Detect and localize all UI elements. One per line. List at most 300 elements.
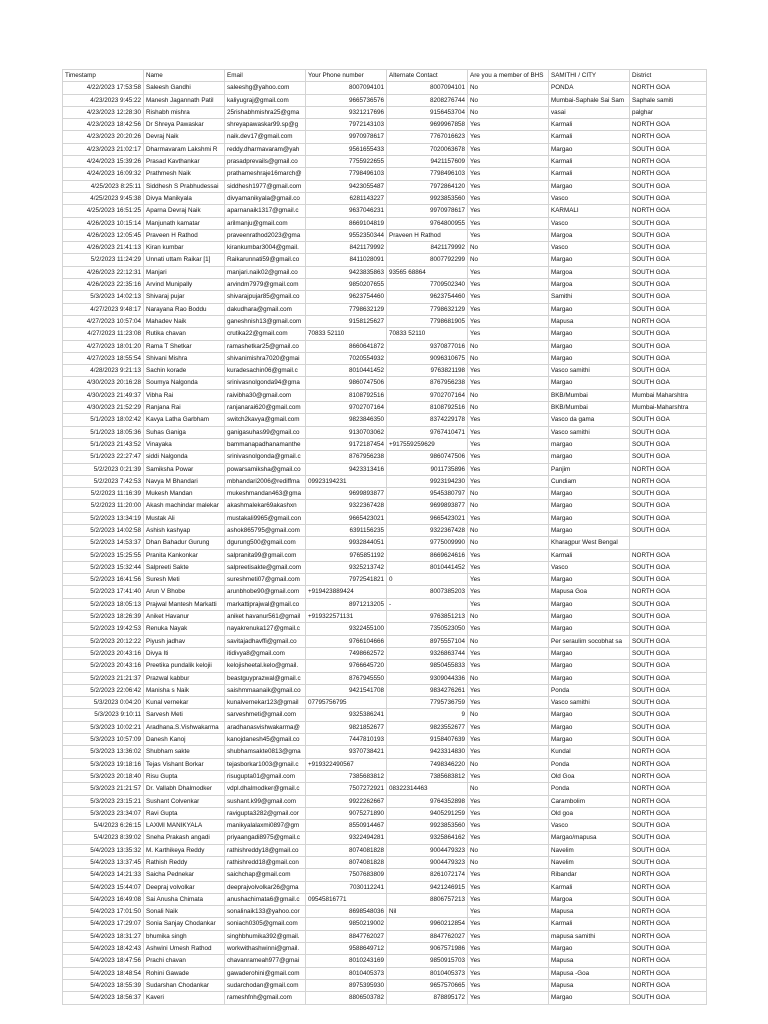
city-cell[interactable]: Margao: [549, 143, 630, 155]
city-cell[interactable]: margao: [549, 438, 630, 450]
city-cell[interactable]: Vasco samithi: [549, 426, 630, 438]
phone-cell[interactable]: 8975395930: [306, 979, 387, 991]
name-cell[interactable]: Aparna Devraj Naik: [144, 205, 225, 217]
email-cell[interactable]: srinivasnolgonda94@gma: [225, 377, 306, 389]
timestamp-cell[interactable]: 5/1/2023 18:02:42: [63, 414, 144, 426]
alt-contact-cell[interactable]: 8108792516: [387, 402, 468, 414]
email-cell[interactable]: powarsamiksha@gmail.co: [225, 463, 306, 475]
member-cell[interactable]: Yes: [468, 561, 549, 573]
alt-contact-cell[interactable]: 7767016623: [387, 131, 468, 143]
alt-contact-cell[interactable]: 7798496103: [387, 168, 468, 180]
alt-contact-cell[interactable]: 9322367428: [387, 524, 468, 536]
phone-cell[interactable]: 9321217696: [306, 106, 387, 118]
alt-contact-cell[interactable]: 9067571986: [387, 943, 468, 955]
name-cell[interactable]: Prathmesh Naik: [144, 168, 225, 180]
member-cell[interactable]: Yes: [468, 315, 549, 327]
phone-cell[interactable]: 8010441452: [306, 365, 387, 377]
timestamp-cell[interactable]: 5/2/2023 20:43:16: [63, 647, 144, 659]
email-cell[interactable]: savitajadhavffi@gmail.co: [225, 635, 306, 647]
name-cell[interactable]: Dr Shreya Pawaskar: [144, 119, 225, 131]
district-cell[interactable]: SOUTH GOA: [630, 438, 707, 450]
name-cell[interactable]: Sachin korade: [144, 365, 225, 377]
member-cell[interactable]: No: [468, 758, 549, 770]
email-cell[interactable]: ganigasuhas99@gmail.co: [225, 426, 306, 438]
district-cell[interactable]: SOUTH GOA: [630, 512, 707, 524]
timestamp-cell[interactable]: 5/2/2023 0:21:39: [63, 463, 144, 475]
email-cell[interactable]: itidivya8@gmail.com: [225, 647, 306, 659]
member-cell[interactable]: No: [468, 94, 549, 106]
timestamp-cell[interactable]: 5/4/2023 18:48:54: [63, 967, 144, 979]
member-cell[interactable]: Yes: [468, 807, 549, 819]
alt-contact-cell[interactable]: 9860747506: [387, 451, 468, 463]
timestamp-cell[interactable]: 5/2/2023 20:43:16: [63, 660, 144, 672]
city-cell[interactable]: Karmali: [549, 168, 630, 180]
district-cell[interactable]: NORTH GOA: [630, 955, 707, 967]
member-cell[interactable]: Yes: [468, 192, 549, 204]
email-cell[interactable]: praveenrathod2023@gma: [225, 229, 306, 241]
name-cell[interactable]: Prajwal Mantesh Markatti: [144, 598, 225, 610]
city-cell[interactable]: Kharagpur West Bengal: [549, 537, 630, 549]
name-cell[interactable]: Narayana Rao Boddu: [144, 303, 225, 315]
city-cell[interactable]: Margao: [549, 611, 630, 623]
phone-cell[interactable]: 7755922655: [306, 156, 387, 168]
email-cell[interactable]: naik.dev17@gmail.com: [225, 131, 306, 143]
timestamp-cell[interactable]: 5/1/2023 18:05:36: [63, 426, 144, 438]
email-cell[interactable]: markattiprajwal@gmail.co: [225, 598, 306, 610]
timestamp-cell[interactable]: 5/4/2023 17:29:07: [63, 918, 144, 930]
member-cell[interactable]: No: [468, 611, 549, 623]
city-cell[interactable]: Per seraulim socobhat sa: [549, 635, 630, 647]
timestamp-cell[interactable]: 5/3/2023 10:57:09: [63, 734, 144, 746]
timestamp-cell[interactable]: 5/4/2023 15:44:07: [63, 881, 144, 893]
name-cell[interactable]: siddi Nalgonda: [144, 451, 225, 463]
city-cell[interactable]: vasai: [549, 106, 630, 118]
timestamp-cell[interactable]: 4/28/2023 9:21:13: [63, 365, 144, 377]
timestamp-cell[interactable]: 5/2/2023 21:21:37: [63, 672, 144, 684]
city-cell[interactable]: Margoa: [549, 266, 630, 278]
district-cell[interactable]: SOUTH GOA: [630, 635, 707, 647]
header-district[interactable]: District: [630, 70, 707, 82]
name-cell[interactable]: Ashwini Umesh Rathod: [144, 943, 225, 955]
member-cell[interactable]: Yes: [468, 684, 549, 696]
district-cell[interactable]: SOUTH GOA: [630, 254, 707, 266]
alt-contact-cell[interactable]: Praveen H Rathod: [387, 229, 468, 241]
member-cell[interactable]: Yes: [468, 992, 549, 1004]
name-cell[interactable]: Manjunath kamatar: [144, 217, 225, 229]
name-cell[interactable]: Dhan Bahadur Gurung: [144, 537, 225, 549]
alt-contact-cell[interactable]: 878895172: [387, 992, 468, 1004]
timestamp-cell[interactable]: 5/3/2023 20:18:40: [63, 770, 144, 782]
city-cell[interactable]: Margoa: [549, 279, 630, 291]
phone-cell[interactable]: 8108792516: [306, 389, 387, 401]
city-cell[interactable]: Old goa: [549, 807, 630, 819]
district-cell[interactable]: NORTH GOA: [630, 795, 707, 807]
district-cell[interactable]: SOUTH GOA: [630, 672, 707, 684]
member-cell[interactable]: No: [468, 254, 549, 266]
city-cell[interactable]: Panjim: [549, 463, 630, 475]
email-cell[interactable]: raivibha30@gmail.com: [225, 389, 306, 401]
timestamp-cell[interactable]: 5/3/2023 0:04:20: [63, 697, 144, 709]
email-cell[interactable]: vdpl.dhalmodker@gmail.c: [225, 783, 306, 795]
phone-cell[interactable]: 9765851192: [306, 549, 387, 561]
alt-contact-cell[interactable]: 9545380797: [387, 488, 468, 500]
email-cell[interactable]: anushachimata6@gmail.c: [225, 893, 306, 905]
email-cell[interactable]: chavanrameah977@gmai: [225, 955, 306, 967]
phone-cell[interactable]: 9172187454: [306, 438, 387, 450]
name-cell[interactable]: Ashish kashyap: [144, 524, 225, 536]
member-cell[interactable]: Yes: [468, 930, 549, 942]
district-cell[interactable]: palghar: [630, 106, 707, 118]
member-cell[interactable]: Yes: [468, 820, 549, 832]
city-cell[interactable]: Margao: [549, 660, 630, 672]
alt-contact-cell[interactable]: 9699967858: [387, 119, 468, 131]
name-cell[interactable]: Mustak Ali: [144, 512, 225, 524]
city-cell[interactable]: Vasco: [549, 820, 630, 832]
city-cell[interactable]: Margao: [549, 524, 630, 536]
city-cell[interactable]: Margao: [549, 488, 630, 500]
email-cell[interactable]: dgurung500@gmail.com: [225, 537, 306, 549]
email-cell[interactable]: crutika22@gmail.com: [225, 328, 306, 340]
district-cell[interactable]: NORTH GOA: [630, 783, 707, 795]
timestamp-cell[interactable]: 5/3/2023 13:36:02: [63, 746, 144, 758]
city-cell[interactable]: Carambolim: [549, 795, 630, 807]
phone-cell[interactable]: 7447810193: [306, 734, 387, 746]
phone-cell[interactable]: 9588649712: [306, 943, 387, 955]
timestamp-cell[interactable]: 5/3/2023 19:18:16: [63, 758, 144, 770]
phone-cell[interactable]: 9423313416: [306, 463, 387, 475]
email-cell[interactable]: prasadprevails@gmail.co: [225, 156, 306, 168]
timestamp-cell[interactable]: 5/2/2023 18:05:13: [63, 598, 144, 610]
city-cell[interactable]: Vasco: [549, 192, 630, 204]
header-email[interactable]: Email: [225, 70, 306, 82]
member-cell[interactable]: Yes: [468, 967, 549, 979]
email-cell[interactable]: ashok865795@gmail.com: [225, 524, 306, 536]
district-cell[interactable]: NORTH GOA: [630, 918, 707, 930]
timestamp-cell[interactable]: 4/23/2023 20:20:26: [63, 131, 144, 143]
phone-cell[interactable]: 8767956238: [306, 451, 387, 463]
email-cell[interactable]: gawaderohini@gmail.com: [225, 967, 306, 979]
phone-cell[interactable]: 8698548036: [306, 906, 387, 918]
email-cell[interactable]: shivanimishra7020@gmai: [225, 352, 306, 364]
timestamp-cell[interactable]: 5/4/2023 13:37:45: [63, 857, 144, 869]
district-cell[interactable]: SOUTH GOA: [630, 697, 707, 709]
email-cell[interactable]: dakudhara@gmail.com: [225, 303, 306, 315]
timestamp-cell[interactable]: 5/4/2023 6:26:15: [63, 820, 144, 832]
member-cell[interactable]: Yes: [468, 279, 549, 291]
district-cell[interactable]: [630, 537, 707, 549]
alt-contact-cell[interactable]: 7798681905: [387, 315, 468, 327]
name-cell[interactable]: Kaveri: [144, 992, 225, 1004]
city-cell[interactable]: Margao: [549, 352, 630, 364]
phone-cell[interactable]: 9766104666: [306, 635, 387, 647]
name-cell[interactable]: Sarvesh Meti: [144, 709, 225, 721]
city-cell[interactable]: Mapusa: [549, 906, 630, 918]
name-cell[interactable]: Sudarshan Chodankar: [144, 979, 225, 991]
name-cell[interactable]: Prachi chavan: [144, 955, 225, 967]
member-cell[interactable]: Yes: [468, 770, 549, 782]
city-cell[interactable]: Cundiam: [549, 475, 630, 487]
email-cell[interactable]: 25rishabhmishra25@gma: [225, 106, 306, 118]
timestamp-cell[interactable]: 5/2/2023 14:02:58: [63, 524, 144, 536]
city-cell[interactable]: Karmali: [549, 119, 630, 131]
alt-contact-cell[interactable]: 9823552677: [387, 721, 468, 733]
city-cell[interactable]: margao: [549, 451, 630, 463]
timestamp-cell[interactable]: 4/30/2023 21:49:37: [63, 389, 144, 401]
city-cell[interactable]: Margao: [549, 574, 630, 586]
email-cell[interactable]: manjari.naik02@gmail.co: [225, 266, 306, 278]
alt-contact-cell[interactable]: 9421157609: [387, 156, 468, 168]
member-cell[interactable]: No: [468, 402, 549, 414]
email-cell[interactable]: mbhandari2006@rediffma: [225, 475, 306, 487]
alt-contact-cell[interactable]: 9423314830: [387, 746, 468, 758]
phone-cell[interactable]: 7498662572: [306, 647, 387, 659]
phone-cell[interactable]: 8411028091: [306, 254, 387, 266]
alt-contact-cell[interactable]: 9775009990: [387, 537, 468, 549]
alt-contact-cell[interactable]: 9325864162: [387, 832, 468, 844]
district-cell[interactable]: SOUTH GOA: [630, 857, 707, 869]
city-cell[interactable]: Margao: [549, 623, 630, 635]
phone-cell[interactable]: 9325386241: [306, 709, 387, 721]
alt-contact-cell[interactable]: 8007385203: [387, 586, 468, 598]
alt-contact-cell[interactable]: 9923853560: [387, 192, 468, 204]
name-cell[interactable]: Soumya Nalgonda: [144, 377, 225, 389]
timestamp-cell[interactable]: 5/4/2023 18:55:39: [63, 979, 144, 991]
name-cell[interactable]: Ravi Gupta: [144, 807, 225, 819]
member-cell[interactable]: No: [468, 389, 549, 401]
city-cell[interactable]: Mapusa: [549, 955, 630, 967]
phone-cell[interactable]: 9821852677: [306, 721, 387, 733]
name-cell[interactable]: M. Karthikeya Reddy: [144, 844, 225, 856]
name-cell[interactable]: Renuka Nayak: [144, 623, 225, 635]
city-cell[interactable]: Margoa: [549, 229, 630, 241]
city-cell[interactable]: Margao: [549, 647, 630, 659]
city-cell[interactable]: Margao: [549, 377, 630, 389]
phone-cell[interactable]: 7972143103: [306, 119, 387, 131]
member-cell[interactable]: No: [468, 672, 549, 684]
email-cell[interactable]: sudarchodan@gmail.com: [225, 979, 306, 991]
name-cell[interactable]: Manjari: [144, 266, 225, 278]
email-cell[interactable]: aniket havanur561@gmail: [225, 611, 306, 623]
district-cell[interactable]: SOUTH GOA: [630, 623, 707, 635]
phone-cell[interactable]: 8669104819: [306, 217, 387, 229]
district-cell[interactable]: NORTH GOA: [630, 168, 707, 180]
district-cell[interactable]: Mumbai Maharshtra: [630, 389, 707, 401]
name-cell[interactable]: Ranjana Rai: [144, 402, 225, 414]
email-cell[interactable]: kirankumbar3004@gmail.: [225, 242, 306, 254]
member-cell[interactable]: Yes: [468, 746, 549, 758]
phone-cell[interactable]: 9421541708: [306, 684, 387, 696]
phone-cell[interactable]: 7798496103: [306, 168, 387, 180]
timestamp-cell[interactable]: 4/24/2023 16:09:32: [63, 168, 144, 180]
alt-contact-cell[interactable]: 7798632129: [387, 303, 468, 315]
member-cell[interactable]: No: [468, 82, 549, 94]
email-cell[interactable]: priyaangadi8975@gmail.c: [225, 832, 306, 844]
district-cell[interactable]: NORTH GOA: [630, 119, 707, 131]
email-cell[interactable]: ravigupta3282@gmail.cor: [225, 807, 306, 819]
member-cell[interactable]: Yes: [468, 291, 549, 303]
alt-contact-cell[interactable]: 0: [387, 574, 468, 586]
email-cell[interactable]: rameshfnh@gmail.com: [225, 992, 306, 1004]
district-cell[interactable]: NORTH GOA: [630, 463, 707, 475]
phone-cell[interactable]: 9423835863: [306, 266, 387, 278]
phone-cell[interactable]: 9850219002: [306, 918, 387, 930]
timestamp-cell[interactable]: 5/2/2023 13:34:19: [63, 512, 144, 524]
email-cell[interactable]: saichchap@gmail.com: [225, 869, 306, 881]
timestamp-cell[interactable]: 5/2/2023 18:26:39: [63, 611, 144, 623]
email-cell[interactable]: sushant.k99@gmail.com: [225, 795, 306, 807]
district-cell[interactable]: SOUTH GOA: [630, 279, 707, 291]
phone-cell[interactable]: 07795756795: [306, 697, 387, 709]
header-alternate-contact[interactable]: Alternate Contact: [387, 70, 468, 82]
district-cell[interactable]: SOUTH GOA: [630, 291, 707, 303]
district-cell[interactable]: NORTH GOA: [630, 131, 707, 143]
email-cell[interactable]: saishmmaanaik@gmail.co: [225, 684, 306, 696]
member-cell[interactable]: Yes: [468, 512, 549, 524]
timestamp-cell[interactable]: 5/4/2023 18:56:37: [63, 992, 144, 1004]
email-cell[interactable]: mustakali9965@gmail.con: [225, 512, 306, 524]
alt-contact-cell[interactable]: 9850915703: [387, 955, 468, 967]
alt-contact-cell[interactable]: -: [387, 598, 468, 610]
alt-contact-cell[interactable]: 9309044336: [387, 672, 468, 684]
timestamp-cell[interactable]: 4/25/2023 8:25:11: [63, 180, 144, 192]
city-cell[interactable]: Navelim: [549, 844, 630, 856]
timestamp-cell[interactable]: 5/4/2023 13:35:32: [63, 844, 144, 856]
timestamp-cell[interactable]: 5/3/2023 10:02:21: [63, 721, 144, 733]
member-cell[interactable]: No: [468, 709, 549, 721]
timestamp-cell[interactable]: 5/4/2023 14:21:33: [63, 869, 144, 881]
name-cell[interactable]: Kiran kumbar: [144, 242, 225, 254]
alt-contact-cell[interactable]: 8208276744: [387, 94, 468, 106]
email-cell[interactable]: sonalinaik133@yahoo.cor: [225, 906, 306, 918]
city-cell[interactable]: Margao: [549, 254, 630, 266]
alt-contact-cell[interactable]: 9850455833: [387, 660, 468, 672]
alt-contact-cell[interactable]: 7972864120: [387, 180, 468, 192]
phone-cell[interactable]: 8550914467: [306, 820, 387, 832]
phone-cell[interactable]: 8421179992: [306, 242, 387, 254]
timestamp-cell[interactable]: 5/3/2023 14:02:13: [63, 291, 144, 303]
email-cell[interactable]: shreyapawaskar99.sp@g: [225, 119, 306, 131]
phone-cell[interactable]: 9922262667: [306, 795, 387, 807]
timestamp-cell[interactable]: 4/30/2023 20:16:28: [63, 377, 144, 389]
email-cell[interactable]: kunalvernekar123@gmail: [225, 697, 306, 709]
city-cell[interactable]: Margao: [549, 180, 630, 192]
email-cell[interactable]: salpreetisakte@gmail.com: [225, 561, 306, 573]
name-cell[interactable]: Piyush jadhav: [144, 635, 225, 647]
phone-cell[interactable]: 09545816771: [306, 893, 387, 905]
member-cell[interactable]: No: [468, 857, 549, 869]
phone-cell[interactable]: 6391156235: [306, 524, 387, 536]
email-cell[interactable]: kuradesachin06@gmail.c: [225, 365, 306, 377]
city-cell[interactable]: Mapusa -Goa: [549, 967, 630, 979]
city-cell[interactable]: Vasco da gama: [549, 414, 630, 426]
member-cell[interactable]: Yes: [468, 217, 549, 229]
alt-contact-cell[interactable]: 9370877016: [387, 340, 468, 352]
name-cell[interactable]: Navya M Bhandari: [144, 475, 225, 487]
phone-cell[interactable]: 9823846350: [306, 414, 387, 426]
member-cell[interactable]: No: [468, 488, 549, 500]
member-cell[interactable]: Yes: [468, 463, 549, 475]
alt-contact-cell[interactable]: 9405291259: [387, 807, 468, 819]
email-cell[interactable]: workwithashwinni@gmail.: [225, 943, 306, 955]
alt-contact-cell[interactable]: 9004479323: [387, 844, 468, 856]
district-cell[interactable]: SOUTH GOA: [630, 340, 707, 352]
district-cell[interactable]: NORTH GOA: [630, 586, 707, 598]
name-cell[interactable]: Manesh Jagannath Patil: [144, 94, 225, 106]
city-cell[interactable]: BKB/Mumbai: [549, 402, 630, 414]
phone-cell[interactable]: 9322494281: [306, 832, 387, 844]
email-cell[interactable]: prathameshraje16march@: [225, 168, 306, 180]
phone-cell[interactable]: 8010405373: [306, 967, 387, 979]
name-cell[interactable]: Devraj Naik: [144, 131, 225, 143]
district-cell[interactable]: NORTH GOA: [630, 549, 707, 561]
name-cell[interactable]: Tejas Vishant Borkar: [144, 758, 225, 770]
alt-contact-cell[interactable]: 9767410471: [387, 426, 468, 438]
district-cell[interactable]: NORTH GOA: [630, 205, 707, 217]
alt-contact-cell[interactable]: 8010441452: [387, 561, 468, 573]
member-cell[interactable]: Yes: [468, 180, 549, 192]
phone-cell[interactable]: 09923194231: [306, 475, 387, 487]
phone-cell[interactable]: 8660641872: [306, 340, 387, 352]
member-cell[interactable]: Yes: [468, 647, 549, 659]
phone-cell[interactable]: 9637046231: [306, 205, 387, 217]
alt-contact-cell[interactable]: 7709502340: [387, 279, 468, 291]
member-cell[interactable]: Yes: [468, 721, 549, 733]
alt-contact-cell[interactable]: 8007094101: [387, 82, 468, 94]
timestamp-cell[interactable]: 5/4/2023 18:31:27: [63, 930, 144, 942]
name-cell[interactable]: Samiksha Powar: [144, 463, 225, 475]
phone-cell[interactable]: 7507683809: [306, 869, 387, 881]
timestamp-cell[interactable]: 4/26/2023 22:12:31: [63, 266, 144, 278]
phone-cell[interactable]: 9623754460: [306, 291, 387, 303]
district-cell[interactable]: SOUTH GOA: [630, 992, 707, 1004]
timestamp-cell[interactable]: 5/4/2023 17:01:50: [63, 906, 144, 918]
header-bhs-member[interactable]: Are you a member of BHS: [468, 70, 549, 82]
district-cell[interactable]: SOUTH GOA: [630, 242, 707, 254]
district-cell[interactable]: NORTH GOA: [630, 82, 707, 94]
phone-cell[interactable]: 9561655433: [306, 143, 387, 155]
email-cell[interactable]: tejasborkar1003@gmail.c: [225, 758, 306, 770]
member-cell[interactable]: No: [468, 352, 549, 364]
name-cell[interactable]: Shivani Mishra: [144, 352, 225, 364]
city-cell[interactable]: Margao: [549, 721, 630, 733]
district-cell[interactable]: NORTH GOA: [630, 156, 707, 168]
email-cell[interactable]: beastguyprazwal@gmail.c: [225, 672, 306, 684]
email-cell[interactable]: aradhanasvishwakarma@: [225, 721, 306, 733]
district-cell[interactable]: SOUTH GOA: [630, 721, 707, 733]
city-cell[interactable]: Margao: [549, 734, 630, 746]
name-cell[interactable]: Mahadev Naik: [144, 315, 225, 327]
district-cell[interactable]: SOUTH GOA: [630, 266, 707, 278]
alt-contact-cell[interactable]: 9764800955: [387, 217, 468, 229]
timestamp-cell[interactable]: 4/23/2023 18:42:56: [63, 119, 144, 131]
member-cell[interactable]: Yes: [468, 143, 549, 155]
member-cell[interactable]: Yes: [468, 119, 549, 131]
district-cell[interactable]: SOUTH GOA: [630, 180, 707, 192]
city-cell[interactable]: KARMALI: [549, 205, 630, 217]
timestamp-cell[interactable]: 5/2/2023 16:41:56: [63, 574, 144, 586]
name-cell[interactable]: Shivaraj pujar: [144, 291, 225, 303]
timestamp-cell[interactable]: 4/23/2023 12:28:30: [63, 106, 144, 118]
phone-cell[interactable]: 8847762027: [306, 930, 387, 942]
member-cell[interactable]: No: [468, 844, 549, 856]
district-cell[interactable]: SOUTH GOA: [630, 414, 707, 426]
member-cell[interactable]: Yes: [468, 623, 549, 635]
member-cell[interactable]: Yes: [468, 697, 549, 709]
timestamp-cell[interactable]: 4/23/2023 9:45:22: [63, 94, 144, 106]
name-cell[interactable]: Divya Iti: [144, 647, 225, 659]
email-cell[interactable]: Raikarunnati59@gmail.co: [225, 254, 306, 266]
timestamp-cell[interactable]: 5/2/2023 11:20:00: [63, 500, 144, 512]
